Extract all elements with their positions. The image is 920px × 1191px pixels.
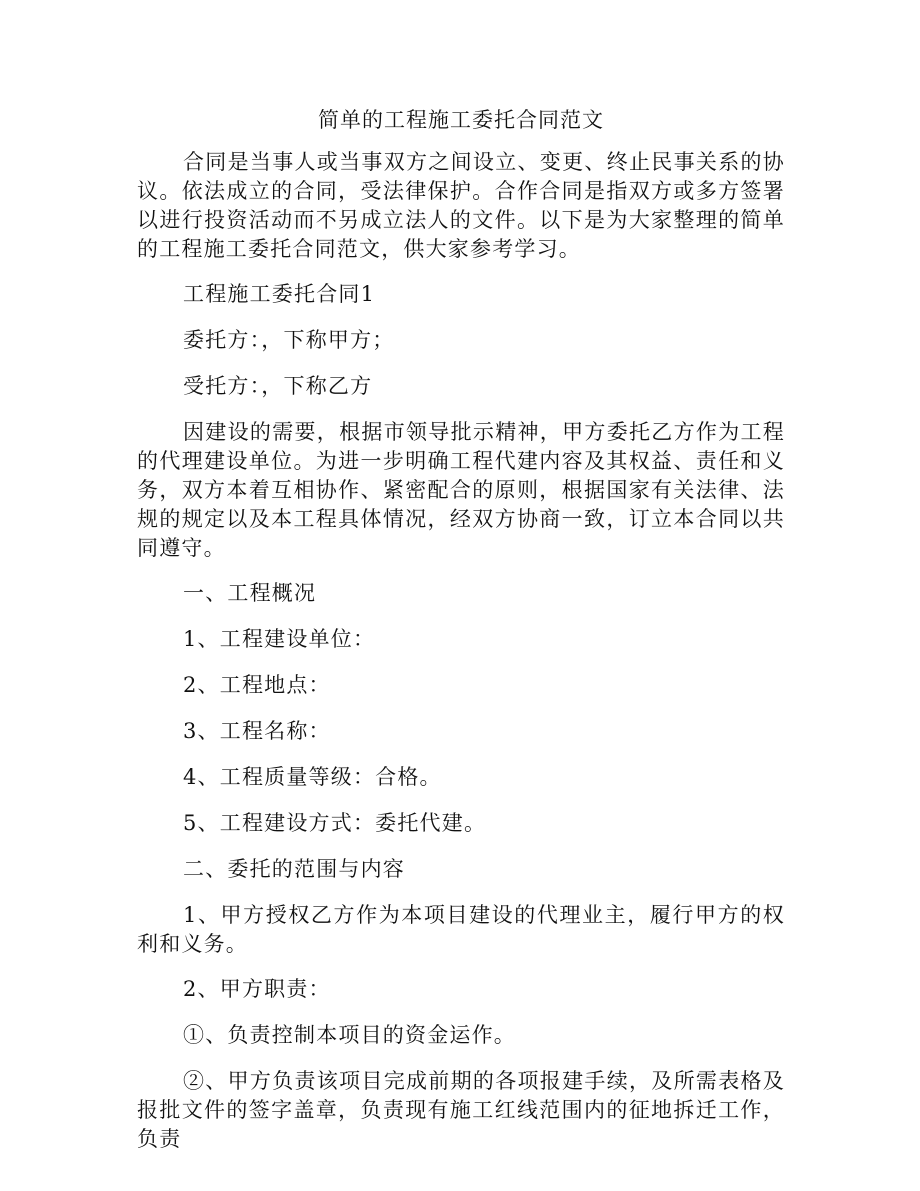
project-item-1: 1、工程建设单位：: [183, 627, 376, 651]
section-2-heading: 二、委托的范围与内容: [183, 857, 405, 881]
document-page: [137, 104, 785, 1170]
project-item-2: 2、工程地点：: [183, 673, 331, 697]
agent-party: 受托方：，下称乙方: [183, 374, 373, 398]
scope-item-2: 2、甲方职责：: [183, 977, 331, 1001]
section-1-heading: 一、工程概况: [183, 581, 317, 605]
scope-item-1: 1、甲方授权乙方作为本项目建设的代理业主，履行甲方的权利和义务。: [137, 903, 785, 956]
duty-item-2: ②、甲方负责该项目完成前期的各项报建手续，及所需表格及报批文件的签字盖章，负责现有施工红线范围内的征地拆迁工作，负责: [137, 1069, 785, 1151]
project-item-4: 4、工程质量等级：合格。: [183, 765, 442, 789]
contract-heading: 工程施工委托合同1: [183, 282, 376, 306]
project-item-5: 5、工程建设方式：委托代建。: [183, 811, 487, 835]
principal-party: 委托方：，下称甲方；: [183, 328, 395, 352]
document-title: 简单的工程施工委托合同范文: [318, 108, 604, 132]
background-paragraph: 因建设的需要，根据市领导批示精神，甲方委托乙方作为工程的代理建设单位。为进一步明确工程代建内容及其权益、责任和义务，双方本着互相协作、紧密配合的原则，根据国家有关法律、法规的规定以及本工程具体情况，经双方协商一致，订立本合同以共同遵守。: [137, 420, 785, 560]
project-item-3: 3、工程名称：: [183, 719, 331, 743]
intro-paragraph: 合同是当事人或当事双方之间设立、变更、终止民事关系的协议。依法成立的合同，受法律保护。合作合同是指双方或多方签署以进行投资活动而不另成立法人的文件。以下是为大家整理的简单的工程施工委托合同范文，供大家参考学习。: [137, 150, 785, 261]
duty-item-1: ①、负责控制本项目的资金运作。: [183, 1023, 516, 1047]
